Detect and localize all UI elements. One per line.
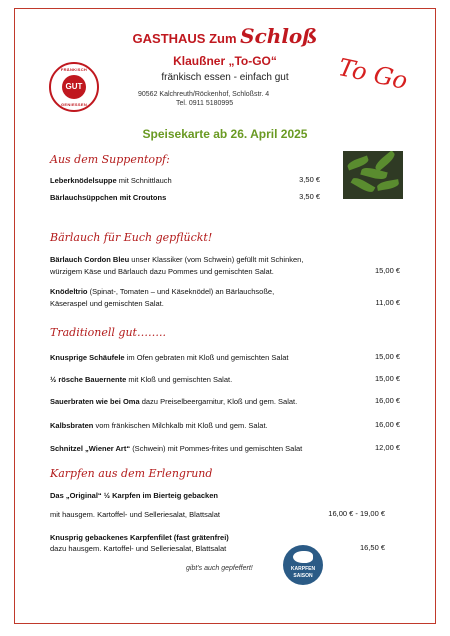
item-desc: (Schwein) mit Pommes-frites und gemischten Salat — [132, 444, 303, 453]
item-desc: unser Klassiker (vom Schwein) gefüllt mit Schinken, — [131, 255, 304, 264]
menu-item — [50, 396, 297, 408]
menu-item — [50, 286, 370, 310]
item-desc-2: dazu hausgem. Kartoffel- und Selleriesalat, Blattsalat — [50, 544, 227, 553]
menu-item — [50, 254, 370, 278]
item-price: 15,00 € — [374, 374, 400, 383]
item-desc: dazu Preiselbeergarnitur, Kloß und gem. Salat. — [141, 397, 298, 406]
restaurant-name — [0, 24, 450, 48]
menu-item — [50, 192, 166, 204]
menu-item — [50, 443, 302, 455]
restaurant-name-script: Schloß — [240, 24, 318, 48]
address-block — [138, 90, 269, 108]
item-name: Das „Original“ ½ Karpfen im Bierteig gebacken — [50, 491, 218, 500]
item-name: Sauerbraten wie bei Oma — [50, 397, 140, 406]
wild-garlic-photo — [343, 151, 403, 199]
address-street: 90562 Kalchreuth/Röckenhof, Schloßstr. 4 — [138, 91, 270, 98]
item-desc: mit Kloß und gemischten Salat. — [128, 375, 233, 384]
item-price: 3,50 € — [299, 192, 320, 201]
togo-logo: To Go — [335, 53, 410, 95]
item-name: Schnitzel „Wiener Art“ — [50, 444, 131, 453]
carp-badge-line2: SAISON — [293, 573, 313, 579]
badge-ring-bottom: GENIESSEN — [60, 102, 88, 107]
item-price: 11,00 € — [375, 298, 400, 307]
section-heading-soup: Aus dem Suppentopf: — [50, 153, 170, 166]
badge-center: GUT — [62, 75, 86, 99]
footer-note: gibt's auch gepfeffert! — [186, 565, 253, 572]
item-name: Bärlauch Cordon Bleu — [50, 255, 130, 264]
carp-season-badge — [283, 545, 323, 585]
franconian-badge-logo — [49, 62, 99, 112]
item-price: 16,50 € — [359, 543, 385, 552]
subtitle: Klaußner „To-GO“ — [173, 54, 277, 68]
item-name: Leberknödelsuppe — [50, 176, 117, 185]
menu-item — [50, 374, 232, 386]
item-name: Kalbsbraten — [50, 421, 94, 430]
item-desc-2: würzigem Käse und Bärlauch dazu Pommes und gemischten Salat. — [50, 267, 274, 276]
item-price: 16,00 € — [374, 420, 400, 429]
item-price: 15,00 € — [374, 266, 400, 275]
item-desc: vom fränkischen Milchkalb mit Kloß und gem. Salat. — [95, 421, 268, 430]
item-price: 15,00 € — [374, 352, 400, 361]
badge-ring-top: FRÄNKISCH — [60, 67, 88, 72]
menu-item — [50, 420, 268, 432]
item-desc: mit Schnittlauch — [118, 176, 172, 185]
item-desc-2: Käseraspel und gemischten Salat. — [50, 299, 164, 308]
item-desc: (Spinat-, Tomaten – und Käseknödel) an Bärlauchsoße, — [89, 287, 275, 296]
menu-item — [50, 352, 288, 364]
item-name: ½ rösche Bauernente — [50, 375, 127, 384]
item-name: Knusprig gebackenes Karpfenfilet (fast grätenfrei) — [50, 533, 229, 542]
item-price: 16,00 € - 19,00 € — [328, 509, 385, 518]
item-name: Bärlauchsüppchen mit Croutons — [50, 193, 167, 202]
item-price: 3,50 € — [299, 175, 320, 184]
item-desc-2: mit hausgem. Kartoffel- und Selleriesalat, Blattsalat — [50, 510, 220, 519]
menu-item — [50, 490, 218, 502]
fish-icon — [293, 551, 313, 563]
carp-badge-line1: KARPFEN — [290, 566, 316, 572]
menu-item — [50, 175, 172, 187]
item-desc: im Ofen gebraten mit Kloß und gemischten Salat — [126, 353, 289, 362]
section-heading-wild-garlic: Bärlauch für Euch gepflückt! — [50, 231, 213, 244]
restaurant-name-prefix: GASTHAUS Zum — [132, 31, 237, 46]
tagline: fränkisch essen - einfach gut — [161, 72, 289, 83]
item-price: 12,00 € — [374, 443, 400, 452]
item-name: Knusprige Schäufele — [50, 353, 125, 362]
menu-title: Speisekarte ab 26. April 2025 — [142, 127, 308, 141]
item-price: 16,00 € — [374, 396, 400, 405]
section-heading-carp: Karpfen aus dem Erlengrund — [50, 467, 213, 480]
section-heading-traditional: Traditionell gut…….. — [50, 326, 166, 339]
address-phone: Tel. 0911 5180995 — [176, 100, 234, 107]
item-name: Knödeltrio — [50, 287, 88, 296]
